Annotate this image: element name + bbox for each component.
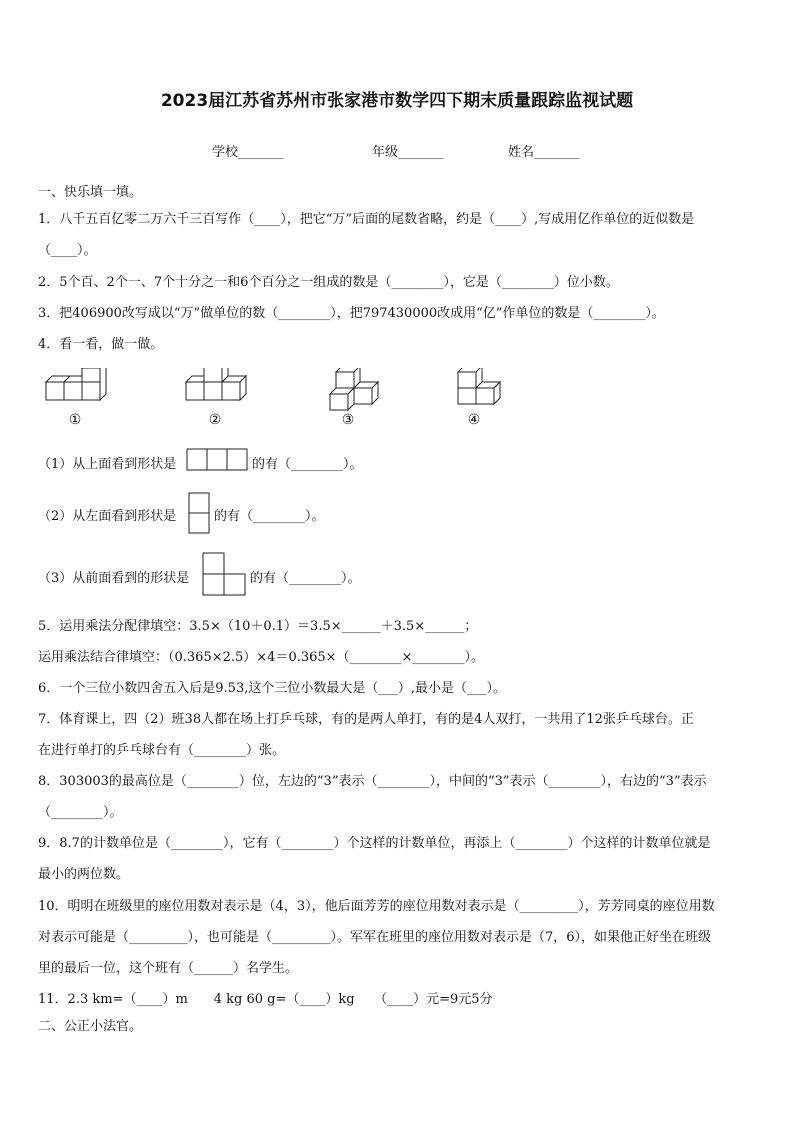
question-4-part-1-suffix: 的有（________）。 xyxy=(252,457,363,472)
question-5-line-1: 5．运用乘法分配律填空：3.5×（10＋0.1）＝3.5×______＋3.5×______； xyxy=(38,619,478,634)
question-4-part-2-prefix: （2）从左面看到形状是 xyxy=(38,509,177,524)
question-7-line-1: 7．体育课上，四（2）班38人都在场上打乒乓球，有的是两人单打，有的是4人双打，一共用了12张乒乓球台。正 xyxy=(38,712,694,727)
figure-1-caption: ① xyxy=(68,412,82,428)
question-1-line-1: 1．八千五百亿零二万六千三百写作（____），把它“万”后面的尾数省略，约是（____）,写成用亿作单位的近似数是 xyxy=(38,212,695,227)
question-9-line-2: 最小的两位数。 xyxy=(38,867,130,882)
question-5-line-2: 运用乘法结合律填空：（0.365×2.5）×4＝0.365×（________×________）。 xyxy=(38,650,484,665)
section-2-heading: 二、公正小法官。 xyxy=(38,1019,143,1034)
grade-field: 年级_______ xyxy=(372,145,444,160)
question-10-line-2: 对表示可能是（_________），也可能是（_________）。军军在班里的座位用数对表示是（7，6），如果他正好坐在班级 xyxy=(38,930,712,945)
question-9-line-1: 9．8.7的计数单位是（________），它有（________）个这样的计数单位，再添上（________）个这样的计数单位就是 xyxy=(38,836,711,851)
top-view-shape xyxy=(186,448,248,472)
question-4-part-3-prefix: （3）从前面看到的形状是 xyxy=(38,571,190,586)
question-4-part-1-prefix: （1）从上面看到形状是 xyxy=(38,457,177,472)
question-8-line-2: （________）。 xyxy=(38,805,123,820)
cube-figures xyxy=(40,368,560,432)
question-10-line-3: 里的最后一位，这个班有（______）名学生。 xyxy=(38,961,299,976)
front-view-shape xyxy=(202,552,246,596)
question-4-part-2-suffix: 的有（________）。 xyxy=(214,509,325,524)
page-title: 2023届江苏省苏州市张家港市数学四下期末质量跟踪监视试题 xyxy=(160,91,634,111)
name-field: 姓名_______ xyxy=(508,145,580,160)
left-view-shape xyxy=(188,492,210,534)
question-3: 3．把406900改写成以“万”做单位的数（________），把797430000改成用“亿”作单位的数是（________）。 xyxy=(38,306,665,321)
question-11: 11．2.3 km=（____）m 4 kg 60 g=（____）kg （____）元=9元5分 xyxy=(38,992,493,1007)
cube-figure-1 xyxy=(40,368,110,412)
figure-4-caption: ④ xyxy=(467,412,481,428)
question-1-line-2: （____）。 xyxy=(38,243,97,258)
question-10-line-1: 10．明明在班级里的座位用数对表示是（4，3），他后面芳芳的座位用数对表示是（_________），芳芳同桌的座位用数 xyxy=(38,899,715,914)
question-8-line-1: 8．303003的最高位是（________）位，左边的“3”表示（________），中间的“3”表示（________），右边的“3”表示 xyxy=(38,774,707,789)
question-4: 4．看一看，做一做。 xyxy=(38,337,164,352)
school-field: 学校_______ xyxy=(212,145,284,160)
section-1-heading: 一、快乐填一填。 xyxy=(38,185,143,200)
cube-figure-3 xyxy=(320,368,390,412)
figure-2-caption: ② xyxy=(208,412,222,428)
question-4-part-3-suffix: 的有（________）。 xyxy=(250,571,361,586)
question-2: 2．5个百、2个一、7个十分之一和6个百分之一组成的数是（________），它是（________）位小数。 xyxy=(38,275,619,290)
figure-3-caption: ③ xyxy=(341,412,355,428)
cube-figure-2 xyxy=(180,368,250,412)
cube-figure-4 xyxy=(450,368,520,412)
question-6: 6．一个三位小数四舍五入后是9.53,这个三位小数最大是（___）,最小是（___）。 xyxy=(38,681,506,696)
question-7-line-2: 在进行单打的乒乓球台有（________）张。 xyxy=(38,743,286,758)
